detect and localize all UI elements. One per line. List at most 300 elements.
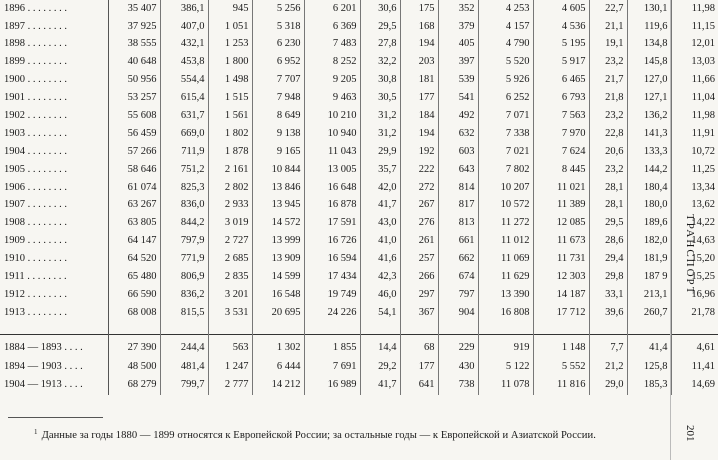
table-row xyxy=(0,18,718,36)
table-cell: 799,7 xyxy=(160,376,208,395)
table-cell: 11,41 xyxy=(691,360,715,372)
table-cell: 203 xyxy=(400,54,438,72)
table-cell: 267 xyxy=(400,197,438,215)
table-cell: 39,6 xyxy=(589,304,627,322)
row-label: 1884 — 1893 . . . . xyxy=(0,339,108,358)
table-cell: 57 266 xyxy=(108,143,160,161)
table-cell: 213,1 xyxy=(627,286,671,304)
table-cell: 13,34 xyxy=(691,181,715,193)
table-cell: 1 561 xyxy=(208,107,252,125)
separator-cell xyxy=(304,322,360,335)
table-cell: 11 389 xyxy=(533,197,589,215)
period-row xyxy=(0,358,718,377)
table-cell: 432,1 xyxy=(160,36,208,54)
table-cell: 11 816 xyxy=(533,376,589,395)
table-row xyxy=(0,268,718,286)
table-cell: 192 xyxy=(400,143,438,161)
table-cell: 4 157 xyxy=(478,18,533,36)
table-cell: 125,8 xyxy=(627,358,671,377)
table-cell: 19 749 xyxy=(304,286,360,304)
table-cell: 13 945 xyxy=(252,197,304,215)
row-label: 1907 . . . . . . . . xyxy=(0,197,108,215)
table-cell: 8 445 xyxy=(533,161,589,179)
table-cell: 261 xyxy=(400,233,438,251)
table-cell: 35 407 xyxy=(108,0,160,18)
table-cell: 1 253 xyxy=(208,36,252,54)
table-cell: 29,2 xyxy=(360,358,400,377)
table-cell: 7 021 xyxy=(478,143,533,161)
table-cell: 272 xyxy=(400,179,438,197)
table-cell: 27 390 xyxy=(108,339,160,358)
table-cell: 14 599 xyxy=(252,268,304,286)
table-cell: 1 855 xyxy=(304,339,360,358)
table-cell: 13 999 xyxy=(252,233,304,251)
separator-cell xyxy=(0,322,108,335)
table-cell: 16 594 xyxy=(304,250,360,268)
table-cell: 615,4 xyxy=(160,89,208,107)
table-row xyxy=(0,125,718,143)
table-cell: 177 xyxy=(400,358,438,377)
table-cell: 11 078 xyxy=(478,376,533,395)
separator-cell xyxy=(360,322,400,335)
table-cell: 5 917 xyxy=(533,54,589,72)
table-cell: 631,7 xyxy=(160,107,208,125)
row-label: 1905 . . . . . . . . xyxy=(0,161,108,179)
table-cell: 10 572 xyxy=(478,197,533,215)
table-cell: 144,2 xyxy=(627,161,671,179)
table-cell: 9 463 xyxy=(304,89,360,107)
table-cell: 7 707 xyxy=(252,72,304,90)
table-cell: 297 xyxy=(400,286,438,304)
row-label: 1911 . . . . . . . . xyxy=(0,268,108,286)
table-row xyxy=(0,304,718,322)
table-cell: 15,25 xyxy=(691,271,715,283)
table-cell: 16 878 xyxy=(304,197,360,215)
table-cell: 194 xyxy=(400,36,438,54)
table-cell: 6 444 xyxy=(252,358,304,377)
table-cell: 181 xyxy=(400,72,438,90)
table-cell: 17 591 xyxy=(304,215,360,233)
table-cell: 35,7 xyxy=(360,161,400,179)
separator-cell xyxy=(478,322,533,335)
table-cell: 28,1 xyxy=(589,179,627,197)
table-cell: 674 xyxy=(438,268,478,286)
table-cell: 7 948 xyxy=(252,89,304,107)
table-cell: 13,62 xyxy=(691,199,715,211)
table-cell: 563 xyxy=(208,339,252,358)
table-cell: 771,9 xyxy=(160,250,208,268)
table-cell: 11 673 xyxy=(533,233,589,251)
table-cell: 119,6 xyxy=(627,18,671,36)
table-cell: 194 xyxy=(400,125,438,143)
table-cell: 2 777 xyxy=(208,376,252,395)
table-cell: 14,4 xyxy=(360,339,400,358)
table-cell: 10 210 xyxy=(304,107,360,125)
table-cell: 407,0 xyxy=(160,18,208,36)
table-cell: 3 201 xyxy=(208,286,252,304)
table-cell: 17 712 xyxy=(533,304,589,322)
table-cell: 11,66 xyxy=(691,74,715,86)
separator-cell xyxy=(160,322,208,335)
table-cell: 30,5 xyxy=(360,89,400,107)
table-cell: 6 793 xyxy=(533,89,589,107)
table-cell: 11,98 xyxy=(691,2,715,14)
table-cell: 29,0 xyxy=(589,376,627,395)
footnote-divider xyxy=(8,417,103,418)
table-row xyxy=(0,250,718,268)
table-cell: 2 685 xyxy=(208,250,252,268)
table-row xyxy=(0,89,718,107)
table-cell: 14 187 xyxy=(533,286,589,304)
table-cell: 1 515 xyxy=(208,89,252,107)
table-cell: 11 731 xyxy=(533,250,589,268)
table-cell: 48 500 xyxy=(108,358,160,377)
table-cell: 13,03 xyxy=(691,56,715,68)
table-cell: 751,2 xyxy=(160,161,208,179)
table-cell: 29,4 xyxy=(589,250,627,268)
table-cell: 492 xyxy=(438,107,478,125)
running-title: ТРАНСПОРТ xyxy=(684,214,696,296)
table-cell: 11,25 xyxy=(691,163,715,175)
table-cell: 386,1 xyxy=(160,0,208,18)
table-cell: 28,1 xyxy=(589,197,627,215)
table-cell: 41,6 xyxy=(360,250,400,268)
table-cell: 276 xyxy=(400,215,438,233)
table-cell: 64 147 xyxy=(108,233,160,251)
table-cell: 662 xyxy=(438,250,478,268)
table-cell: 11 021 xyxy=(533,179,589,197)
table-cell: 30,8 xyxy=(360,72,400,90)
table-cell: 63 267 xyxy=(108,197,160,215)
table-cell: 5 122 xyxy=(478,358,533,377)
table-cell: 4,61 xyxy=(696,342,715,354)
table-cell: 6 952 xyxy=(252,54,304,72)
table-cell: 29,5 xyxy=(589,215,627,233)
table-cell: 181,9 xyxy=(627,250,671,268)
table-cell: 5 552 xyxy=(533,358,589,377)
table-cell: 836,0 xyxy=(160,197,208,215)
table-cell: 814 xyxy=(438,179,478,197)
table-cell: 5 318 xyxy=(252,18,304,36)
table-cell: 6 465 xyxy=(533,72,589,90)
table-cell: 7 624 xyxy=(533,143,589,161)
table-row xyxy=(0,0,718,18)
table-row xyxy=(0,36,718,54)
table-cell: 65 480 xyxy=(108,268,160,286)
table-cell: 797,9 xyxy=(160,233,208,251)
table-cell: 19,1 xyxy=(589,36,627,54)
table-cell: 130,1 xyxy=(627,0,671,18)
separator-cell xyxy=(438,322,478,335)
table-cell: 11,15 xyxy=(691,20,715,32)
page-number: 201 xyxy=(684,425,696,442)
table-cell: 14,63 xyxy=(691,235,715,247)
table-cell: 30,6 xyxy=(360,0,400,18)
table-cell: 266 xyxy=(400,268,438,286)
table-cell: 31,2 xyxy=(360,107,400,125)
table-cell: 141,3 xyxy=(627,125,671,143)
table-cell: 20 695 xyxy=(252,304,304,322)
table-cell: 10,72 xyxy=(691,145,715,157)
table-cell: 813 xyxy=(438,215,478,233)
table-cell: 29,5 xyxy=(360,18,400,36)
table-cell: 8 252 xyxy=(304,54,360,72)
table-cell: 27,8 xyxy=(360,36,400,54)
table-cell: 54,1 xyxy=(360,304,400,322)
table-cell: 23,2 xyxy=(589,54,627,72)
table-cell: 4 536 xyxy=(533,18,589,36)
table-cell: 22,8 xyxy=(589,125,627,143)
table-cell: 21,8 xyxy=(589,89,627,107)
table-cell: 661 xyxy=(438,233,478,251)
table-cell: 24 226 xyxy=(304,304,360,322)
table-cell: 13 390 xyxy=(478,286,533,304)
table-cell: 632 xyxy=(438,125,478,143)
section-separator xyxy=(0,322,718,335)
table-cell: 16 548 xyxy=(252,286,304,304)
table-cell: 919 xyxy=(478,339,533,358)
table-cell: 2 835 xyxy=(208,268,252,286)
table-cell: 806,9 xyxy=(160,268,208,286)
table-cell: 379 xyxy=(438,18,478,36)
table-cell: 7,7 xyxy=(589,339,627,358)
table-row xyxy=(0,143,718,161)
table-cell: 21,1 xyxy=(589,18,627,36)
table-cell: 21,78 xyxy=(691,306,715,318)
table-cell: 430 xyxy=(438,358,478,377)
table-cell: 53 257 xyxy=(108,89,160,107)
table-cell: 641 xyxy=(400,376,438,395)
table-cell: 405 xyxy=(438,36,478,54)
row-label: 1896 . . . . . . . . xyxy=(0,0,108,18)
table-cell: 643 xyxy=(438,161,478,179)
table-cell: 4 253 xyxy=(478,0,533,18)
table-cell: 5 195 xyxy=(533,36,589,54)
table-cell: 4 790 xyxy=(478,36,533,54)
table-row xyxy=(0,286,718,304)
table-row xyxy=(0,197,718,215)
table-cell: 16 726 xyxy=(304,233,360,251)
table-cell: 15,20 xyxy=(691,253,715,265)
table-cell: 1 802 xyxy=(208,125,252,143)
table-cell: 33,1 xyxy=(589,286,627,304)
table-cell: 669,0 xyxy=(160,125,208,143)
table-cell: 10 844 xyxy=(252,161,304,179)
table-cell: 7 338 xyxy=(478,125,533,143)
table-row xyxy=(0,54,718,72)
table-cell: 29,8 xyxy=(589,268,627,286)
table-cell: 11 012 xyxy=(478,233,533,251)
table-cell: 229 xyxy=(438,339,478,358)
table-cell: 6 252 xyxy=(478,89,533,107)
row-label: 1913 . . . . . . . . xyxy=(0,304,108,322)
row-label: 1898 . . . . . . . . xyxy=(0,36,108,54)
table-cell: 182,0 xyxy=(627,233,671,251)
table-cell: 7 071 xyxy=(478,107,533,125)
period-row xyxy=(0,376,718,395)
separator-cell xyxy=(533,322,589,335)
table-cell: 352 xyxy=(438,0,478,18)
table-cell: 16 648 xyxy=(304,179,360,197)
table-cell: 815,5 xyxy=(160,304,208,322)
table-cell: 1 247 xyxy=(208,358,252,377)
table-cell: 1 878 xyxy=(208,143,252,161)
table-cell: 836,2 xyxy=(160,286,208,304)
table-cell: 37 925 xyxy=(108,18,160,36)
table-cell: 68 xyxy=(400,339,438,358)
table-cell: 16 808 xyxy=(478,304,533,322)
table-cell: 797 xyxy=(438,286,478,304)
table-cell: 50 956 xyxy=(108,72,160,90)
row-label: 1910 . . . . . . . . xyxy=(0,250,108,268)
table-cell: 1 051 xyxy=(208,18,252,36)
table-cell: 41,7 xyxy=(360,376,400,395)
table-cell: 64 520 xyxy=(108,250,160,268)
table-cell: 1 148 xyxy=(533,339,589,358)
table-cell: 9 205 xyxy=(304,72,360,90)
table-cell: 6 369 xyxy=(304,18,360,36)
table-cell: 12,01 xyxy=(691,38,715,50)
table-cell: 12 085 xyxy=(533,215,589,233)
table-cell: 17 434 xyxy=(304,268,360,286)
table-cell: 904 xyxy=(438,304,478,322)
table-cell: 844,2 xyxy=(160,215,208,233)
table-cell: 23,2 xyxy=(589,161,627,179)
table-cell: 244,4 xyxy=(160,339,208,358)
table-cell: 367 xyxy=(400,304,438,322)
table-cell: 9 138 xyxy=(252,125,304,143)
table-cell: 43,0 xyxy=(360,215,400,233)
table-cell: 66 590 xyxy=(108,286,160,304)
table-cell: 29,9 xyxy=(360,143,400,161)
separator-cell xyxy=(400,322,438,335)
footnote-marker: 1 xyxy=(34,428,38,436)
table-cell: 481,4 xyxy=(160,358,208,377)
table-cell: 5 520 xyxy=(478,54,533,72)
table-cell: 187 9 xyxy=(627,268,671,286)
table-cell: 32,2 xyxy=(360,54,400,72)
row-label: 1908 . . . . . . . . xyxy=(0,215,108,233)
table-cell: 11 069 xyxy=(478,250,533,268)
row-label: 1906 . . . . . . . . xyxy=(0,179,108,197)
table-cell: 711,9 xyxy=(160,143,208,161)
table-cell: 56 459 xyxy=(108,125,160,143)
table-row xyxy=(0,161,718,179)
table-cell: 40 648 xyxy=(108,54,160,72)
table-cell: 133,3 xyxy=(627,143,671,161)
table-cell: 21,2 xyxy=(589,358,627,377)
footnote-text: Данные за годы 1880 — 1899 относятся к Европейской России; за остальные годы — к Европейской и Азиатской России. xyxy=(41,430,596,441)
table-row xyxy=(0,72,718,90)
row-label: 1904 . . . . . . . . xyxy=(0,143,108,161)
table-cell: 11,04 xyxy=(691,92,715,104)
table-cell: 41,7 xyxy=(360,197,400,215)
table-cell: 127,1 xyxy=(627,89,671,107)
separator-cell xyxy=(208,322,252,335)
table-cell: 11 629 xyxy=(478,268,533,286)
table-cell: 817 xyxy=(438,197,478,215)
table-cell: 3 531 xyxy=(208,304,252,322)
table-cell: 41,4 xyxy=(627,339,671,358)
margin-rule xyxy=(670,0,671,460)
table-cell: 2 933 xyxy=(208,197,252,215)
row-label: 1904 — 1913 . . . . xyxy=(0,376,108,395)
row-label: 1899 . . . . . . . . xyxy=(0,54,108,72)
row-label: 1894 — 1903 . . . . xyxy=(0,358,108,377)
table-cell: 257 xyxy=(400,250,438,268)
table-cell: 16,96 xyxy=(691,288,715,300)
table-cell: 10 207 xyxy=(478,179,533,197)
table-cell: 945 xyxy=(208,0,252,18)
table-cell: 21,7 xyxy=(589,72,627,90)
table-cell: 397 xyxy=(438,54,478,72)
table-cell: 12 303 xyxy=(533,268,589,286)
footnote xyxy=(34,428,664,441)
table-cell: 2 161 xyxy=(208,161,252,179)
table-cell: 738 xyxy=(438,376,478,395)
table-cell: 8 649 xyxy=(252,107,304,125)
table-cell: 7 563 xyxy=(533,107,589,125)
table-cell: 23,2 xyxy=(589,107,627,125)
table-cell: 31,2 xyxy=(360,125,400,143)
table-cell: 168 xyxy=(400,18,438,36)
table-cell: 134,8 xyxy=(627,36,671,54)
table-row xyxy=(0,215,718,233)
period-row xyxy=(0,339,718,358)
table-cell: 180,0 xyxy=(627,197,671,215)
table-cell: 1 498 xyxy=(208,72,252,90)
table-cell: 4 605 xyxy=(533,0,589,18)
table-cell: 539 xyxy=(438,72,478,90)
row-label: 1903 . . . . . . . . xyxy=(0,125,108,143)
table-cell: 13 005 xyxy=(304,161,360,179)
table-cell: 136,2 xyxy=(627,107,671,125)
separator-cell xyxy=(627,322,671,335)
table-cell: 825,3 xyxy=(160,179,208,197)
table-cell: 41,0 xyxy=(360,233,400,251)
row-label: 1902 . . . . . . . . xyxy=(0,107,108,125)
table-cell: 1 302 xyxy=(252,339,304,358)
table-cell: 13 846 xyxy=(252,179,304,197)
table-cell: 28,6 xyxy=(589,233,627,251)
table-cell: 603 xyxy=(438,143,478,161)
table-cell: 13 909 xyxy=(252,250,304,268)
row-label: 1909 . . . . . . . . xyxy=(0,233,108,251)
table-cell: 7 483 xyxy=(304,36,360,54)
table-cell: 7 691 xyxy=(304,358,360,377)
table-cell: 14,69 xyxy=(691,379,715,391)
table-row xyxy=(0,233,718,251)
table-cell: 541 xyxy=(438,89,478,107)
table-cell: 7 802 xyxy=(478,161,533,179)
separator-cell xyxy=(589,322,627,335)
row-label: 1900 . . . . . . . . xyxy=(0,72,108,90)
row-label: 1912 . . . . . . . . xyxy=(0,286,108,304)
table-cell: 6 230 xyxy=(252,36,304,54)
table-cell: 11 272 xyxy=(478,215,533,233)
table-cell: 7 970 xyxy=(533,125,589,143)
table-cell: 20,6 xyxy=(589,143,627,161)
table-cell: 453,8 xyxy=(160,54,208,72)
table-cell: 180,4 xyxy=(627,179,671,197)
row-label: 1897 . . . . . . . . xyxy=(0,18,108,36)
table-cell: 189,6 xyxy=(627,215,671,233)
table-cell: 42,0 xyxy=(360,179,400,197)
table-cell: 42,3 xyxy=(360,268,400,286)
table-cell: 2 727 xyxy=(208,233,252,251)
table-cell: 184 xyxy=(400,107,438,125)
table-cell: 38 555 xyxy=(108,36,160,54)
